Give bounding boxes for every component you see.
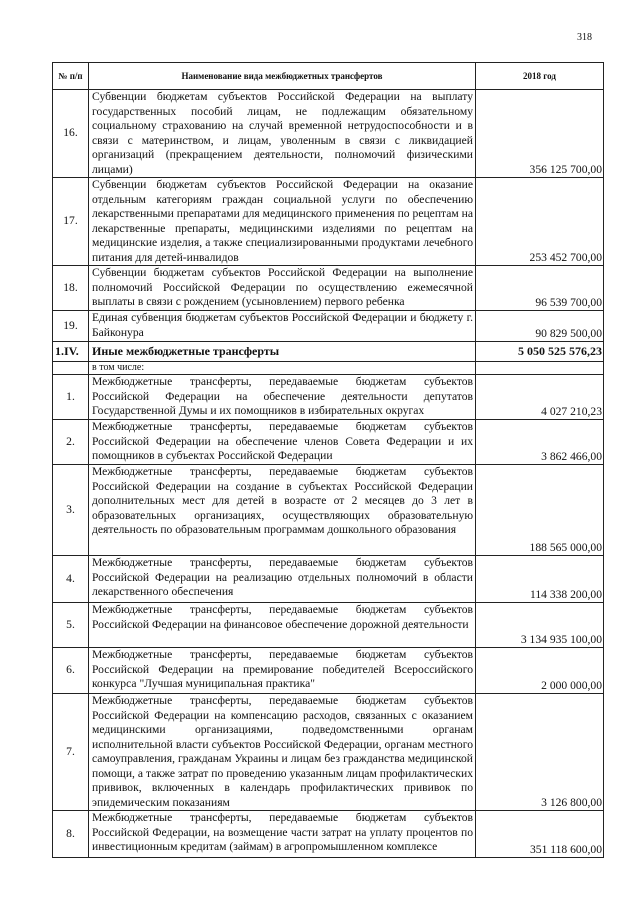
- row-num: 19.: [53, 311, 89, 342]
- table-row: [53, 603, 604, 648]
- table-row: [53, 556, 604, 603]
- table-row: [53, 420, 604, 465]
- table-row: [53, 648, 604, 694]
- section-title: Иные межбюджетные трансферты: [89, 342, 476, 362]
- row-amount: 4 027 210,23: [476, 375, 604, 420]
- table-row: [53, 90, 604, 178]
- row-name: Межбюджетные трансферты, передаваемые бюджетам субъектов Российской Федерации на премирование победителей Всероссийского конкурса "Лучшая муниципальная практика": [89, 648, 476, 694]
- subheading-row: [53, 362, 604, 375]
- row-amount: 3 862 466,00: [476, 420, 604, 465]
- row-name: Межбюджетные трансферты, передаваемые бюджетам субъектов Российской Федерации на компенсацию расходов, связанных с оказанием медицинскими организациями, подведомственными органам исполнительной власти субъектов Российской Федерации, органам местного самоуправления, гражданам Украины и лицам без гражданства медицинской помощи, а также затрат по проведению указанным лицам профилактических прививок, включенных в календарь профилактических прививок по эпидемическим показаниям: [89, 694, 476, 811]
- table-header-row: [53, 63, 604, 90]
- row-num: 7.: [53, 694, 89, 811]
- table-row: [53, 694, 604, 811]
- table-row: [53, 311, 604, 342]
- row-num: 6.: [53, 648, 89, 694]
- row-name: Межбюджетные трансферты, передаваемые бюджетам субъектов Российской Федерации на реализацию отдельных полномочий в области лекарственного обеспечения: [89, 556, 476, 603]
- table-row: [53, 266, 604, 311]
- table-row: [53, 465, 604, 556]
- row-name: Межбюджетные трансферты, передаваемые бюджетам субъектов Российской Федерации на обеспечение деятельности депутатов Государственной Думы и их помощников в избирательных округах: [89, 375, 476, 420]
- row-amount: 188 565 000,00: [476, 465, 604, 556]
- row-name: Субвенции бюджетам субъектов Российской Федерации на выполнение полномочий Российской Федерации по осуществлению ежемесячной выплаты в связи с рождением (усыновлением) первого ребенка: [89, 266, 476, 311]
- subheading-label: в том числе:: [89, 362, 476, 375]
- row-num: 2.: [53, 420, 89, 465]
- row-amount: 90 829 500,00: [476, 311, 604, 342]
- section-amount: 5 050 525 576,23: [476, 342, 604, 362]
- row-name: Субвенции бюджетам субъектов Российской Федерации на оказание отдельным категориям граждан социальной услуги по обеспечению лекарственными препаратами для медицинского применения по рецептам на лекарственные препараты, медицинскими изделиями по рецептам на медицинские изделия, а также специализированными продуктами лечебного питания для детей-инвалидов: [89, 178, 476, 266]
- table-row: [53, 811, 604, 858]
- header-name: Наименование вида межбюджетных трансфертов: [89, 63, 476, 90]
- transfers-table: [52, 62, 604, 858]
- table-row: [53, 178, 604, 266]
- row-name: Межбюджетные трансферты, передаваемые бюджетам субъектов Российской Федерации, на возмещение части затрат на уплату процентов по инвестиционным кредитам (займам) в агропромышленном комплексе: [89, 811, 476, 858]
- row-num: 16.: [53, 90, 89, 178]
- row-amount: 2 000 000,00: [476, 648, 604, 694]
- row-name: Межбюджетные трансферты, передаваемые бюджетам субъектов Российской Федерации на создание в субъектах Российской Федерации дополнительных мест для детей в возрасте от 2 месяцев до 3 лет в образовательных организациях, осуществляющих образовательную деятельность по образовательным программам дошкольного образования: [89, 465, 476, 556]
- row-num: 17.: [53, 178, 89, 266]
- row-num: 18.: [53, 266, 89, 311]
- row-amount: 3 134 935 100,00: [476, 603, 604, 648]
- row-amount: 96 539 700,00: [476, 266, 604, 311]
- row-num: 1.: [53, 375, 89, 420]
- section-num: 1.IV.: [53, 342, 89, 362]
- row-name: Межбюджетные трансферты, передаваемые бюджетам субъектов Российской Федерации на финансовое обеспечение дорожной деятельности: [89, 603, 476, 648]
- row-name: Межбюджетные трансферты, передаваемые бюджетам субъектов Российской Федерации на обеспечение членов Совета Федерации и их помощников в субъектах Российской Федерации: [89, 420, 476, 465]
- subheading-amount-cell: [476, 362, 604, 375]
- subheading-num-cell: [53, 362, 89, 375]
- row-num: 4.: [53, 556, 89, 603]
- section-row: [53, 342, 604, 362]
- row-num: 3.: [53, 465, 89, 556]
- header-amount: 2018 год: [476, 63, 604, 90]
- row-amount: 356 125 700,00: [476, 90, 604, 178]
- header-num: № п/п: [53, 63, 89, 90]
- row-num: 8.: [53, 811, 89, 858]
- row-num: 5.: [53, 603, 89, 648]
- page-number: 318: [577, 32, 592, 43]
- row-amount: 253 452 700,00: [476, 178, 604, 266]
- row-name: Единая субвенция бюджетам субъектов Российской Федерации и бюджету г. Байконура: [89, 311, 476, 342]
- row-amount: 3 126 800,00: [476, 694, 604, 811]
- row-amount: 351 118 600,00: [476, 811, 604, 858]
- row-amount: 114 338 200,00: [476, 556, 604, 603]
- row-name: Субвенции бюджетам субъектов Российской Федерации на выплату государственных пособий лицам, не подлежащим обязательному социальному страхованию на случай временной нетрудоспособности и в связи с материнством, и лицам, уволенным в связи с ликвидацией организаций (прекращением деятельности, полномочий физическими лицами): [89, 90, 476, 178]
- table-row: [53, 375, 604, 420]
